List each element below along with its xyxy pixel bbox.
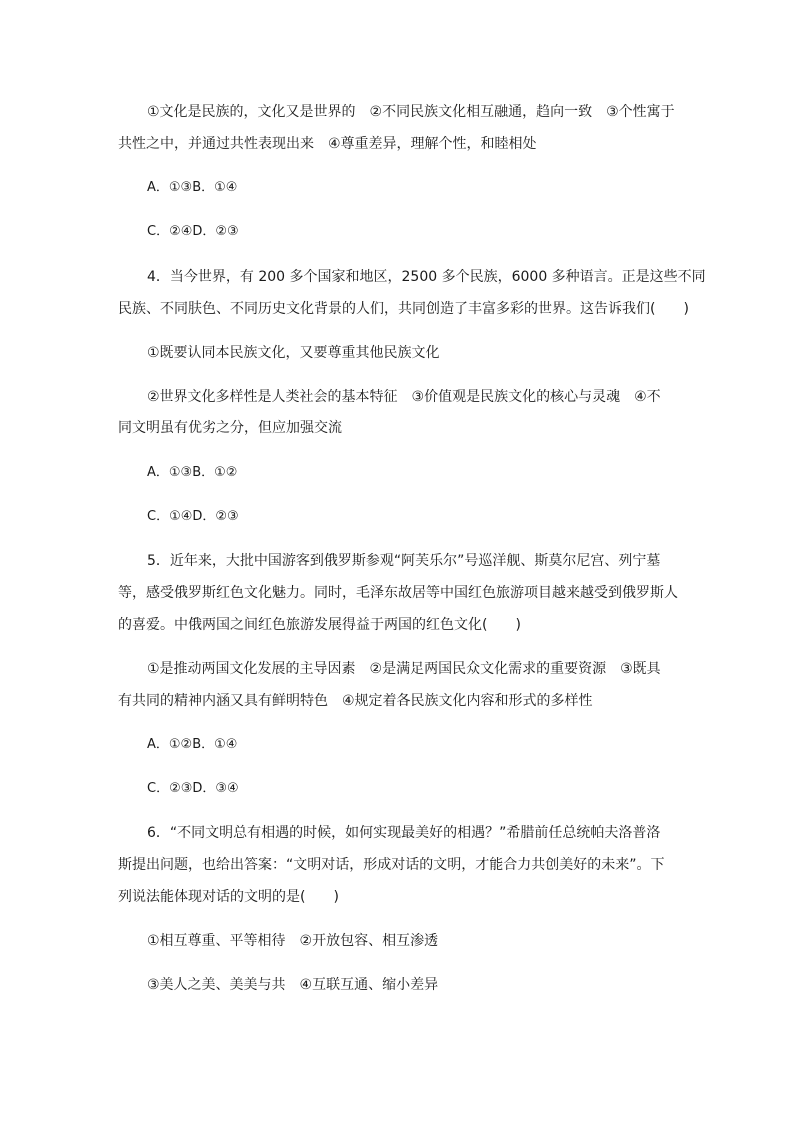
q3-options-ab: A．①③B．①④ <box>147 180 238 195</box>
q6-stem-line-3: 列说法能体现对话的文明的是( ) <box>118 889 339 905</box>
q4-statement-line-2: ②世界文化多样性是人类社会的基本特征 ③价值观是民族文化的核心与灵魂 ④不 <box>147 389 661 405</box>
q5-stem-line-3: 的喜爱。中俄两国之间红色旅游发展得益于两国的红色文化( ) <box>118 617 521 633</box>
q5-stem-line-2: 等，感受俄罗斯红色文化魅力。同时，毛泽东故居等中国红色旅游项目越来越受到俄罗斯人 <box>118 585 678 601</box>
q6-statement-line-2: ③美人之美、美美与共 ④互联互通、缩小差异 <box>147 977 439 993</box>
q6-statement-line-1: ①相互尊重、平等相待 ②开放包容、相互渗透 <box>147 933 439 949</box>
q4-stem-line-2: 民族、不同肤色、不同历史文化背景的人们，共同创造了丰富多彩的世界。这告诉我们( ) <box>118 301 689 317</box>
q4-statement-line-3: 同文明虽有优劣之分，但应加强交流 <box>118 420 342 436</box>
q3-statement-line-1: ①文化是民族的，文化又是世界的 ②不同民族文化相互融通，趋向一致 ③个性寓于 <box>147 104 675 120</box>
q6-stem-line-2: 斯提出问题，也给出答案：“文明对话，形成对话的文明，才能合力共创美好的未来”。下 <box>118 857 665 873</box>
q5-options-ab: A．①②B．①④ <box>147 737 238 752</box>
q5-options-cd: C．②③D．③④ <box>147 781 239 796</box>
q5-statement-line-1: ①是推动两国文化发展的主导因素 ②是满足两国民众文化需求的重要资源 ③既具 <box>147 661 661 677</box>
q4-stem-line-1: 4．当今世界，有 200 多个国家和地区，2500 多个民族，6000 多种语言。正是这些不同 <box>147 269 706 285</box>
q4-options-cd: C．①④D．②③ <box>147 509 239 524</box>
q3-options-cd: C．②④D．②③ <box>147 224 239 239</box>
q3-statement-line-2: 共性之中，并通过共性表现出来 ④尊重差异，理解个性，和睦相处 <box>118 136 537 152</box>
q5-statement-line-2: 有共同的精神内涵又具有鲜明特色 ④规定着各民族文化内容和形式的多样性 <box>118 693 593 709</box>
q5-stem-line-1: 5．近年来，大批中国游客到俄罗斯参观“阿芙乐尔”号巡洋舰、斯莫尔尼宫、列宁墓 <box>147 553 661 569</box>
q4-statement-line-1: ①既要认同本民族文化，又要尊重其他民族文化 <box>147 345 440 361</box>
q4-options-ab: A．①③B．①② <box>147 465 238 480</box>
q6-stem-line-1: 6．“不同文明总有相遇的时候，如何实现最美好的相遇？”希腊前任总统帕夫洛普洛 <box>147 825 661 841</box>
